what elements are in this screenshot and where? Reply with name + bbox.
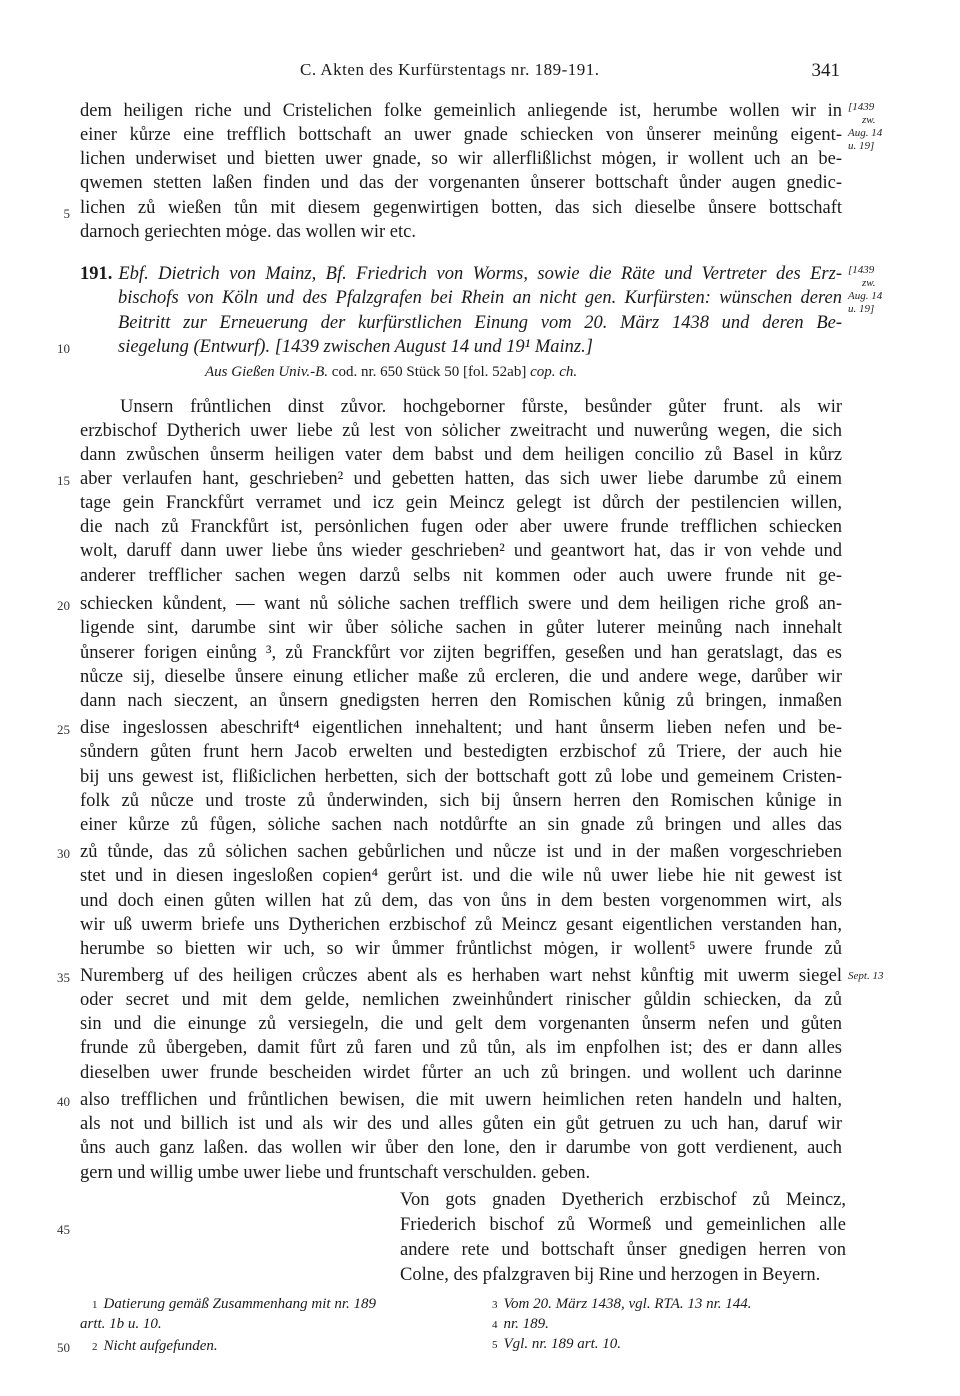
page-number: 341 (811, 60, 840, 81)
text-line: als not und billich ist und als wir des und alles gůten ein gůt getruen zu uch han, daruf wir (80, 1114, 842, 1134)
heading-line: bischofs von Köln und des Pfalzgrafen bei Rhein an nicht gen. Kurfürsten: wünschen deren (118, 288, 842, 308)
text-line: die nach zů Franckfůrt ist, persȯnlichen fugen oder aber uwere frunde trefflichen schiecken (80, 517, 842, 537)
text-line: ůns auch ganz laßen. das wollen wir ůber den lone, den ir darumbe von gott verdienent, auch (80, 1138, 842, 1158)
text-line: aber verlaufen hant, geschrieben² und gebetten hatten, das sich uwer liebe darumbe zů einem (80, 469, 842, 489)
signature-line: Von gots gnaden Dyetherich erzbischof zů Meincz, (400, 1190, 846, 1210)
text-line: zů tůnde, das zů sȯlichen sachen gebůrlichen und nůcze ist und in der maßen vorgeschrieben (80, 842, 842, 862)
text-line: frunde zů ůbergeben, damit fůrt zů faren und zů tůn, als im enpfolhen ist; des er dann alles (80, 1038, 842, 1058)
line-number: 5 (63, 206, 70, 221)
text-line: wir uß uwerm briefe uns Dytherichen erzbischof zů Meincz gesant eigentlichen verstanden han, (80, 915, 842, 935)
text-line: dieselben uwer frunde bescheiden wirdet fůrter an uch zů bringen. und wollent uch darinne (80, 1063, 842, 1083)
line-number: 15 (57, 473, 70, 488)
text-line: sin und die einunge zů versiegeln, die und gelt dem vorgenanten ůnserm nefen und gůten (80, 1014, 842, 1034)
text-line: stet und in diesen ingesloßen copien⁴ gerůrt ist. und die wile nů uwer liebe hie nit gewest ist (80, 866, 842, 886)
text-line: und doch einen gůten willen hat zů dem, das von ůns in dem besten vorgenommen wirt, als (80, 891, 842, 911)
heading-line: Ebf. Dietrich von Mainz, Bf. Friedrich von Worms, sowie die Räte und Vertreter des Erz- (118, 264, 842, 284)
text-line: Unsern frůntlichen dinst zůvor. hochgeborner fůrste, besůnder gůter frunt. als wir (120, 397, 842, 417)
footnote-continuation: artt. 1b u. 10. (80, 1316, 162, 1332)
footnote: 2 Nicht aufgefunden. (92, 1338, 218, 1354)
line-number: 35 (57, 970, 70, 985)
text-line: ligende sint, darumbe sint wir ůber sȯliche sachen in gůter luterer meinůng nach innehalt (80, 618, 842, 638)
line-number: 45 (57, 1222, 70, 1237)
text-line: einer kůrze eine trefflich bottschaft an uwer gnade schiecken von ůnserer meinůng eigent- (80, 125, 842, 145)
margin-date-note: [1439 zw. Aug. 14 u. 19] (848, 264, 883, 315)
margin-date-note: [1439 zw. Aug. 14 u. 19] (848, 101, 883, 152)
document-number: 191. (80, 264, 113, 284)
text-line: Nuremberg uf des heiligen crůczes abent als es herhaben wart nehst kůnftig mit uwerm siegel (80, 966, 842, 986)
line-number: 10 (57, 341, 70, 356)
text-line: tage gein Franckfůrt verramet und icz gein Meincz gelegt ist důrch der pestilencien willen, (80, 493, 842, 513)
line-number: 30 (57, 846, 70, 861)
source-citation: Aus Gießen Univ.-B. cod. nr. 650 Stück 50 [fol. 52ab] cop. ch. (205, 364, 578, 380)
line-number: 20 (57, 598, 70, 613)
text-line: oder secret und mit dem gelde, nemlichen zweinhůndert rinischer gůldin schiecken, da zů (80, 990, 842, 1010)
text-line: dise ingeslossen abeschrift⁴ eigentlichen innehaltent; und hant ůnserm lieben nefen und be- (80, 718, 842, 738)
line-number: 40 (57, 1094, 70, 1109)
text-line: ůnserer forigen einůng ³, zů Franckfůrt vor zijten begriffen, geseßen und han geratslagt, das es (80, 643, 842, 663)
line-number: 50 (57, 1340, 70, 1355)
margin-date-note: Sept. 13 (848, 970, 884, 982)
line-number: 25 (57, 722, 70, 737)
heading-line: Beitritt zur Erneuerung der kurfürstlichen Einung vom 20. März 1438 und deren Be- (118, 313, 842, 333)
text-line: also trefflichen und frůntlichen bewisen, die mit uwern heimlichen reten handeln und halten, (80, 1090, 842, 1110)
signature-line: Colne, des pfalzgraven bij Rine und herzogen in Beyern. (400, 1265, 821, 1285)
footnote: 5 Vgl. nr. 189 art. 10. (492, 1336, 622, 1352)
text-line: nůcze sij, dieselbe ůnsere einung etlicher maße zů ercleren, die und andere wege, darůber wir (80, 667, 842, 687)
text-line: lichen underwiset und bietten uwer gnade, so wir allerflißlichst mȯgen, ir wollent uch an be- (80, 149, 842, 169)
text-line: dem heiligen riche und Cristelichen folke gemeinlich anliegende ist, herumbe wollen wir in (80, 101, 842, 121)
text-line: qwemen stetten laßen finden und das der vorgenanten ůnserer bottschaft ůnder augen gnedic- (80, 173, 842, 193)
heading-line: siegelung (Entwurf). [1439 zwischen August 14 und 19¹ Mainz.] (118, 337, 593, 357)
text-line: erzbischof Dytherich uwer liebe zů lest von sȯlicher zweitracht und nuwerůng wegen, die sich (80, 421, 842, 441)
text-line: lichen zů wießen tůn mit diesem gegenwirtigen botten, das sich dieselbe ůnsere bottschaft (80, 198, 842, 218)
signature-line: andere rete und bottschaft ůnser gnedigen herren von (400, 1240, 846, 1260)
footnote: 1 Datierung gemäß Zusammenhang mit nr. 189 (92, 1296, 376, 1312)
text-line: dann zwůschen ůnserm heiligen vater dem babst und dem heiligen concilio zů Basel in kůrz (80, 445, 842, 465)
text-line: schiecken kůndent, — want nů sȯliche sachen trefflich swere und dem heiligen riche groß an- (80, 594, 842, 614)
running-title: C. Akten des Kurfürstentags nr. 189-191. (300, 60, 600, 79)
text-line: darnoch geriechten mȯge. das wollen wir etc. (80, 222, 416, 242)
text-line: herumbe so bietten wir uch, so wir ůmmer frůntlichst mȯgen, ir wollent⁵ uwere frunde zů (80, 939, 842, 959)
footnote: 3 Vom 20. März 1438, vgl. RTA. 13 nr. 144. (492, 1296, 752, 1312)
text-line: anderer trefflicher sachen wegen darzů selbs nit kommen oder auch uwere frunde nit ge- (80, 566, 842, 586)
footnote: 4 nr. 189. (492, 1316, 549, 1332)
text-line: bij uns gewest ist, flißiclichen herbetten, sich der bottschaft gott zů lobe und gemeinem Cristen- (80, 767, 842, 787)
text-line: gern und willig umbe uwer liebe und fruntschaft verschulden. geben. (80, 1163, 591, 1183)
running-header (80, 60, 840, 86)
text-line: sůndern gůten frunt hern Jacob erwelten und bestedigten erzbischof zů Triere, der auch hie (80, 742, 842, 762)
text-line: einer kůrze zů fůgen, sȯliche sachen nach notdůrfte an sin gnade zů bringen und alles das (80, 815, 842, 835)
text-line: folk zů nůcze und troste zů ůnderwinden, sich bij ůnsern herren den Romischen kůnige in (80, 791, 842, 811)
text-line: wolt, daruff dann uwer liebe ůns wieder geschrieben² und geantwort hat, das ir von vehde und (80, 541, 842, 561)
signature-line: Friederich bischof zů Wormeß und gemeinlichen alle (400, 1215, 846, 1235)
text-line: dann nach sieczent, an ůnsern gnedigsten herren den Romischen kůnig zů bringen, inmaßen (80, 691, 842, 711)
